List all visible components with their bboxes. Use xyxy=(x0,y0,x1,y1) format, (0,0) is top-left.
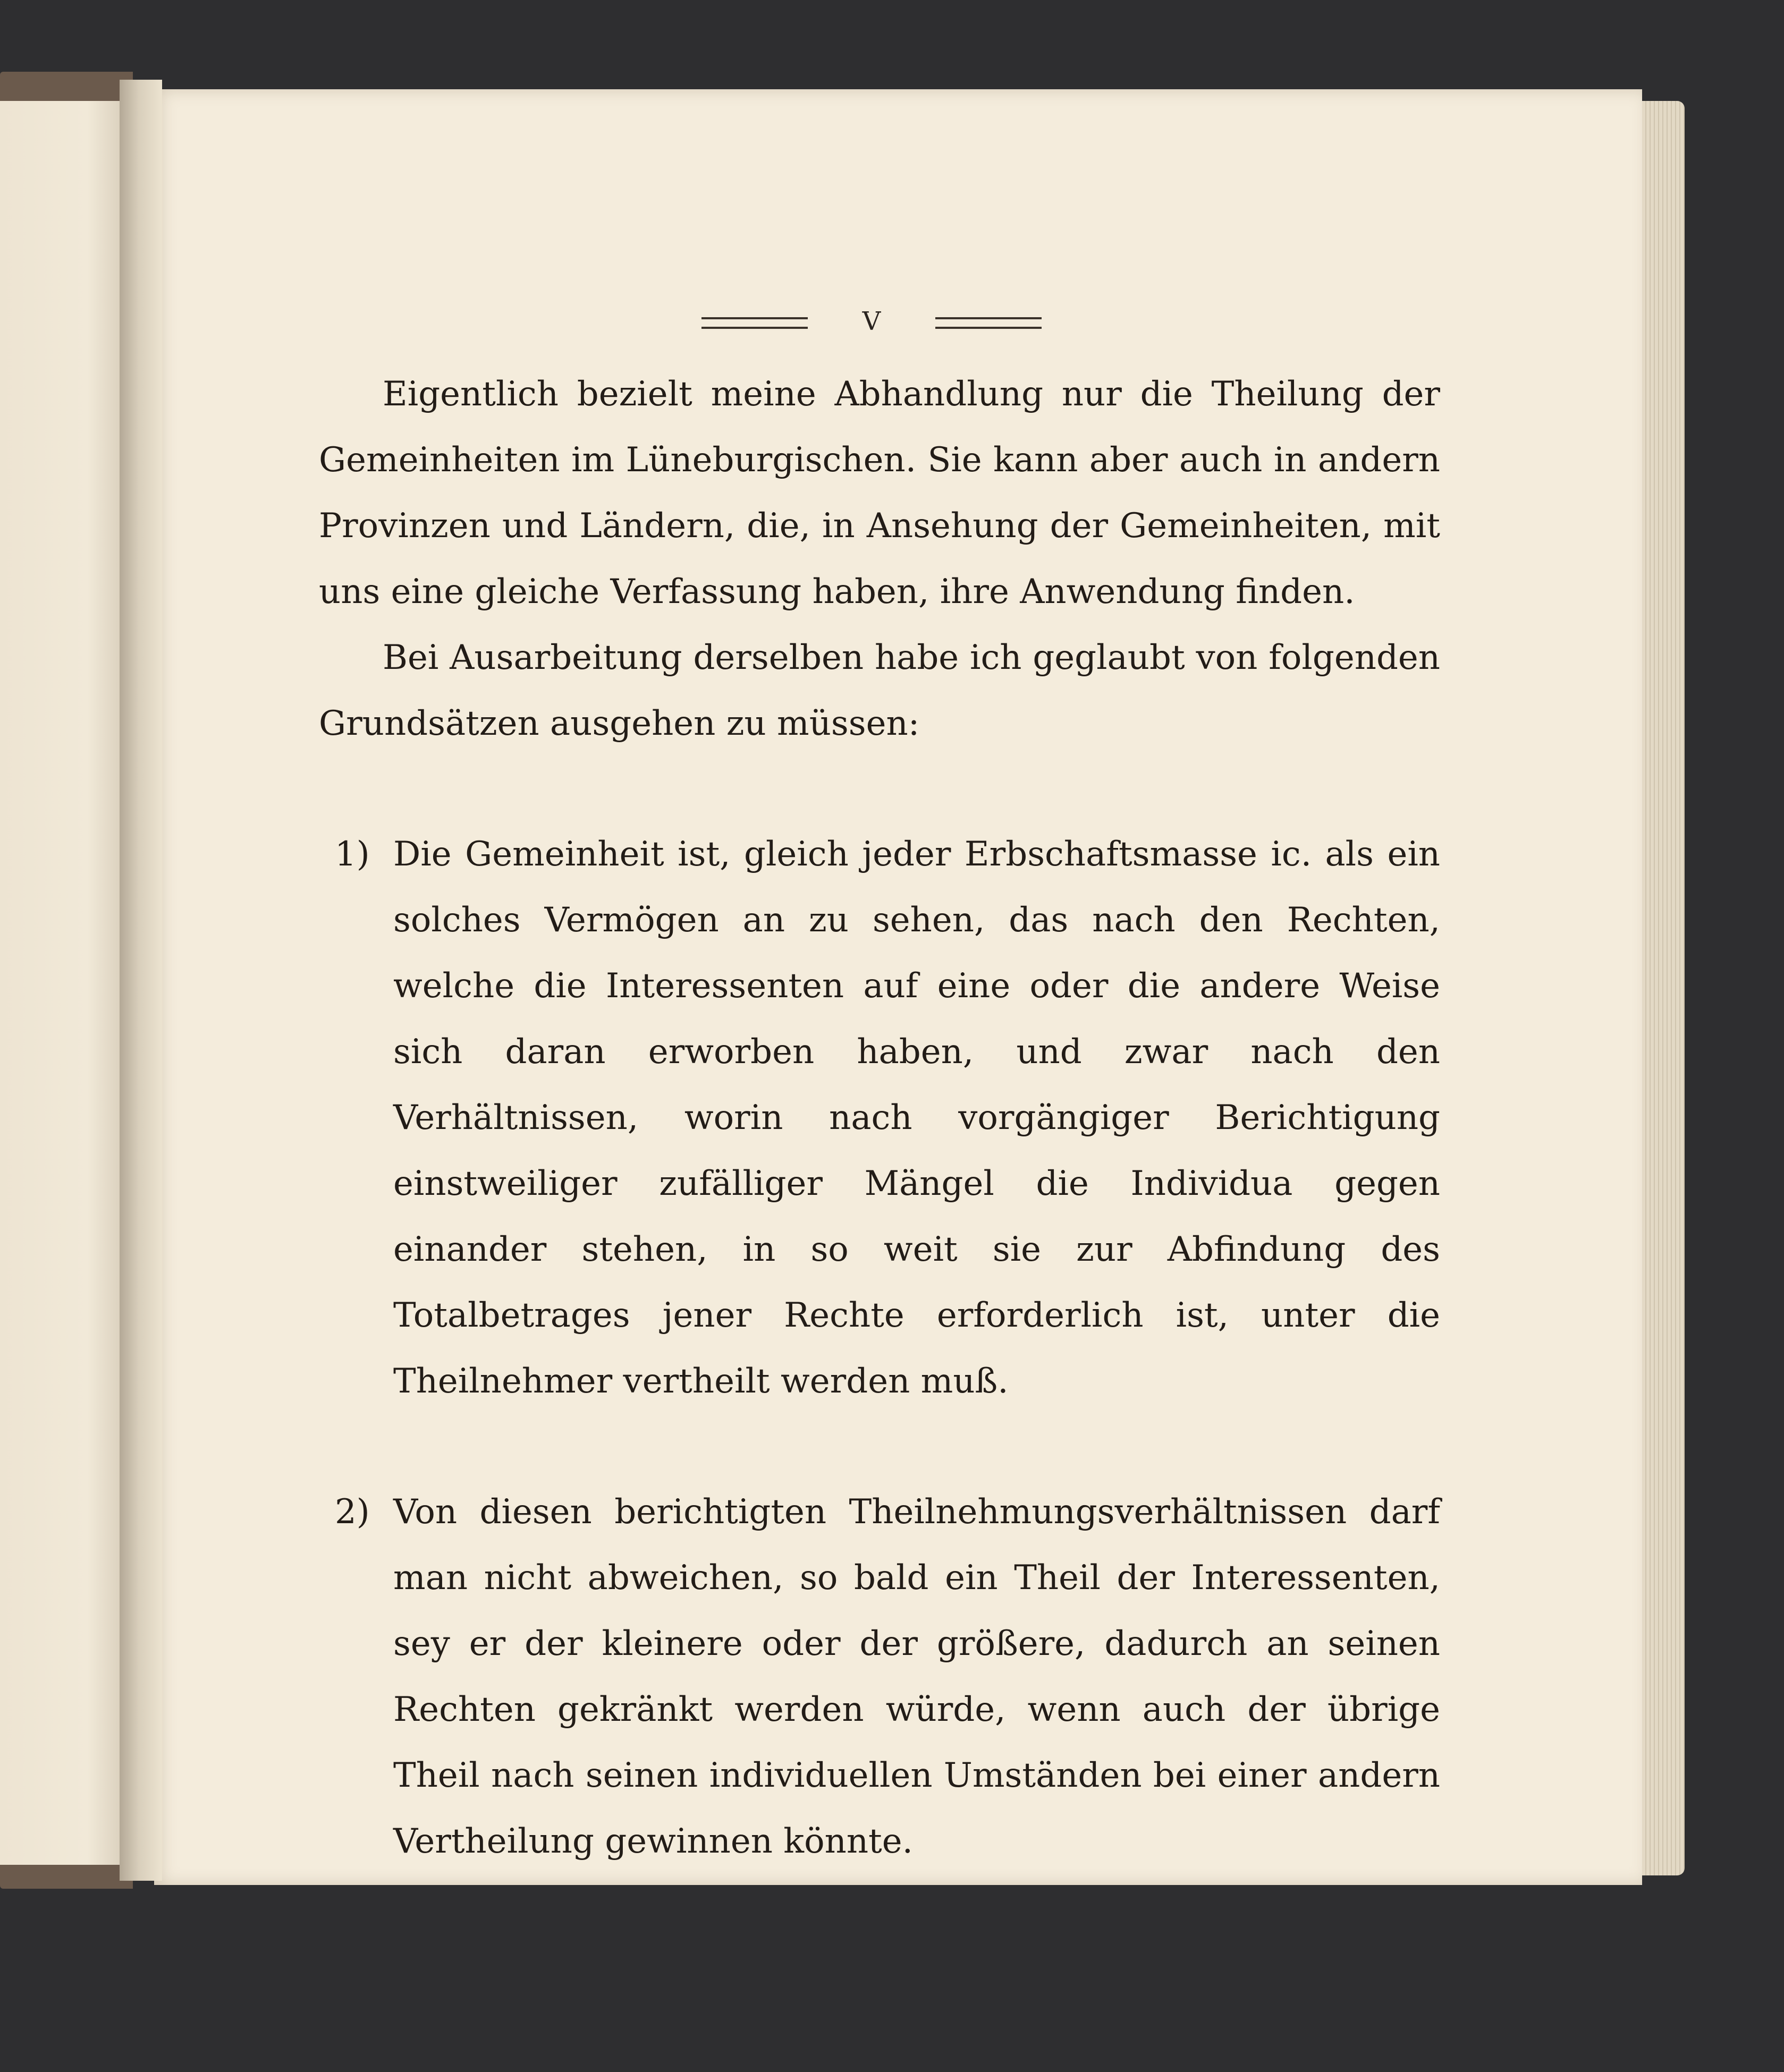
header-rule-left xyxy=(701,317,808,329)
page-header xyxy=(701,305,1042,337)
list-item-text: Von diesen berichtigten Theilnehmungsverhältnissen darf man nicht abweichen, so bald ein Theil der Interessenten, sey er der kleinere oder der größere, dadurch an seinen Rechten gekränkt werden würde, wenn auch der übrige Theil nach seinen individuellen Umständen bei einer andern Vertheilung gewinnen könnte. xyxy=(393,1492,1440,1861)
page-edges xyxy=(1642,101,1685,1875)
header-rule-right xyxy=(935,317,1042,329)
list-item-number: 1) xyxy=(335,835,370,874)
list-item-2 xyxy=(319,1479,1440,1874)
numbered-list xyxy=(319,821,1440,1874)
body-text xyxy=(319,361,1440,1874)
list-item-text: Die Gemeinheit ist, gleich jeder Erbschaftsmasse ic. als ein solches Vermögen an zu sehen, das nach den Rechten, welche die Interessenten auf eine oder die andere Weise sich daran erworben haben, und zwar nach den Verhältnissen, worin nach vorgängiger Berichtigung einstweiliger zufälliger Mängel die Individua gegen einander stehen, in so weit sie zur Abfindung des Totalbetrages jener Rechte erforderlich ist, unter die Theilnehmer vertheilt werden muß. xyxy=(393,835,1440,1401)
paragraph-1: Eigentlich bezielt meine Abhandlung nur die Theilung der Gemeinheiten im Lüneburgischen. Sie kann aber auch in andern Provinzen und Ländern, die, in Ansehung der Gemeinheiten, mit uns eine gleiche Verfassung haben, ihre Anwendung finden. xyxy=(319,375,1440,612)
paragraph-2: Bei Ausarbeitung derselben habe ich geglaubt von folgenden Grundsätzen ausgehen zu müssen: xyxy=(319,638,1440,743)
list-item-1 xyxy=(319,821,1440,1414)
page-number: V xyxy=(862,307,881,336)
left-page xyxy=(0,101,125,1865)
book-gutter xyxy=(120,80,162,1881)
list-item-number: 2) xyxy=(335,1492,370,1532)
